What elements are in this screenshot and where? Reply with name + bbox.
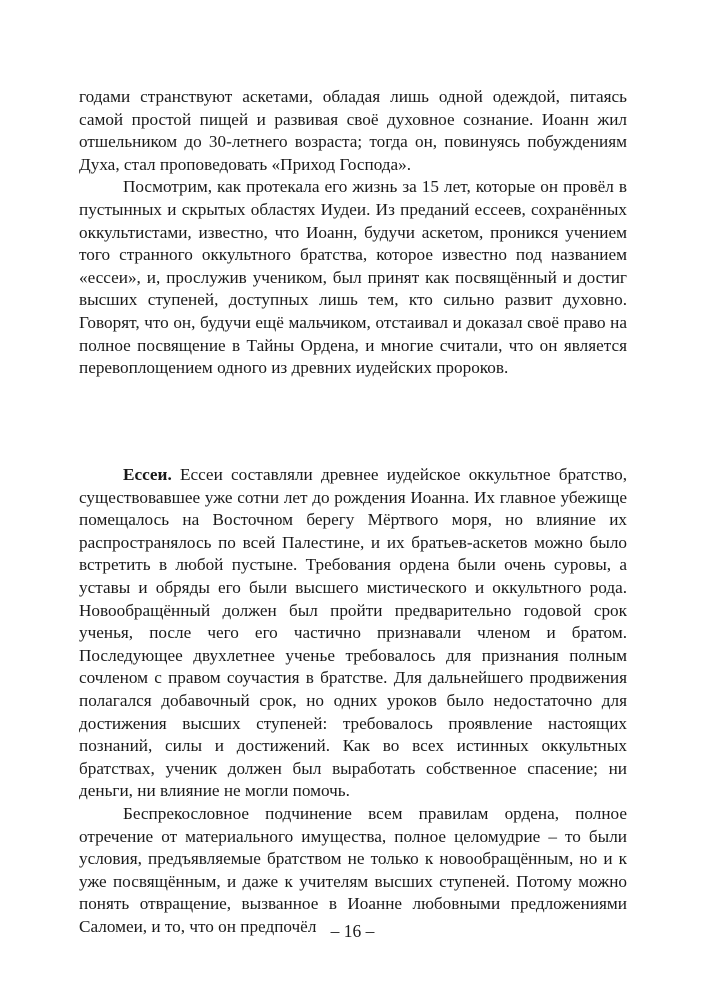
paragraph-text: Ессеи составляли древнее иудейское оккультное братство, существовавшее уже сотни лет до рождения Иоанна. Их главное убежище помещалось на Восточном берегу Мёртвого моря, но влияние их распространялось по всей Палестине, и их братьев-аскетов можно было встретить в любой пустыне. Требования ордена были очень суровы, а уставы и обряды его были высшего мистического и оккультного рода. Новообращённый должен был пройти предварительно годовой срок ученья, после чего его частично признавали членом и братом. Последующее двухлетнее ученье требовалось для признания полным сочленом с правом соучастия в братстве. Для дальнейшего продвижения полагался добавочный срок, но одних уроков было недостаточно для достижения высших ступеней: требовалось проявление настоящих познаний, силы и достижений. Как во всех истинных оккультных братствах, ученик должен был выработать собственное спасение; ни деньги, ни влияние не могли помочь. [79, 465, 627, 801]
paragraph [79, 464, 627, 803]
page-number: – 16 – [330, 921, 375, 941]
paragraph: Посмотрим, как протекала его жизнь за 15 лет, которые он провёл в пустынных и скрытых областях Иудеи. Из преданий ессеев, сохранённых оккультистами, известно, что Иоанн, будучи аскетом, проникся учением того странного оккультного братства, которое известно под названием «ессеи», и, прослужив учеником, был принят как посвящённый и достиг высших ступеней, доступных лишь тем, кто сильно развит духовно. Говорят, что он, будучи ещё мальчиком, отстаивал и доказал своё право на полное посвящение в Тайны Ордена, и многие считали, что он является перевоплощением одного из древних иудейских пророков. [79, 177, 627, 378]
text-block-essenes [79, 464, 627, 938]
text-block-continuation [79, 86, 627, 380]
paragraph: годами странствуют аскетами, обладая лишь одной одеждой, питаясь самой простой пищей и развивая своё духовное сознание. Иоанн жил отшельником до 30-летнего возраста; тогда он, повинуясь побуждениям Духа, стал проповедовать «Приход Господа». [79, 87, 627, 174]
section-term: Ессеи. [123, 465, 172, 484]
paragraph: Беспрекословное подчинение всем правилам ордена, полное отречение от материального имущества, полное целомудрие – то были условия, предъявляемые братством не только к новообращённым, но и к уже посвящённым, и даже к учителям высших ступеней. Потому можно понять отвращение, вызванное в Иоанне любовными предложениями Саломеи, и то, что он предпочёл [79, 803, 627, 936]
